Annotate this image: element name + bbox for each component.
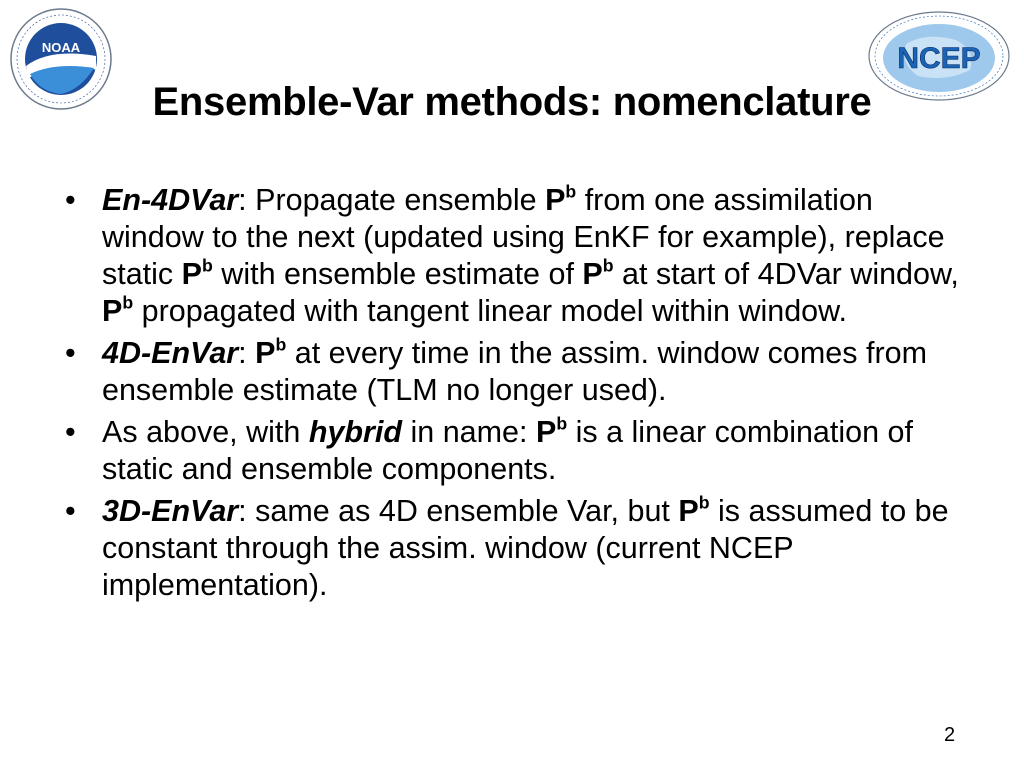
term-4d-envar: 4D-EnVar — [102, 336, 239, 370]
bullet-text: at every time in the assim. window comes from ensemble estimate (TLM no longer used). — [102, 336, 927, 407]
ncep-logo-wordmark: NCEP — [897, 42, 981, 75]
symbol-pb: $P^b$ — [255, 334, 287, 370]
bullet-text: with ensemble estimate of — [212, 257, 583, 291]
bullet-text: : Propagate ensemble — [238, 183, 546, 217]
bullet-3d-envar — [60, 493, 970, 604]
symbol-pb: $P^b$ — [181, 255, 213, 291]
symbol-pb: $P^b$ — [535, 413, 568, 449]
bullet-text: As above, with — [102, 415, 309, 449]
bullet-en-4dvar — [60, 182, 970, 330]
symbol-pb: $P^b$ — [545, 181, 577, 217]
noaa-logo-wordmark: NOAA — [41, 40, 81, 55]
page-number: 2 — [944, 724, 956, 746]
bullet-dot: • — [65, 183, 76, 217]
bullet-dot: • — [65, 494, 76, 528]
symbol-pb: $P^b$ — [582, 255, 614, 291]
term-3d-envar: 3D-EnVar — [102, 494, 239, 528]
term-en-4dvar: En-4DVar — [102, 183, 239, 217]
bullet-text: : same as 4D ensemble Var, but — [238, 494, 679, 528]
bullet-4d-envar — [60, 335, 970, 409]
bullet-text: in name: — [402, 415, 536, 449]
symbol-pb: $P^b$ — [678, 492, 710, 528]
bullet-dot: • — [65, 415, 76, 449]
symbol-pb: $P^b$ — [102, 292, 134, 328]
bullet-text: : — [238, 336, 256, 370]
bullet-dot: • — [65, 336, 76, 370]
bullet-list — [60, 182, 970, 609]
bullet-text: at start of 4DVar window, — [613, 257, 959, 291]
bullet-text: propagated with tangent linear model within window. — [133, 294, 847, 328]
bullet-text: is a linear combination of static and ensemble components. — [102, 415, 913, 486]
term-hybrid: hybrid — [308, 415, 403, 449]
slide-title: Ensemble-Var methods: nomenclature — [152, 80, 872, 124]
bullet-text: from one assimilation window to the next (updated using EnKF for example), replace static — [102, 183, 945, 291]
bullet-text: is assumed to be constant through the assim. window (current NCEP implementation). — [102, 494, 949, 602]
bullet-hybrid — [60, 414, 970, 488]
